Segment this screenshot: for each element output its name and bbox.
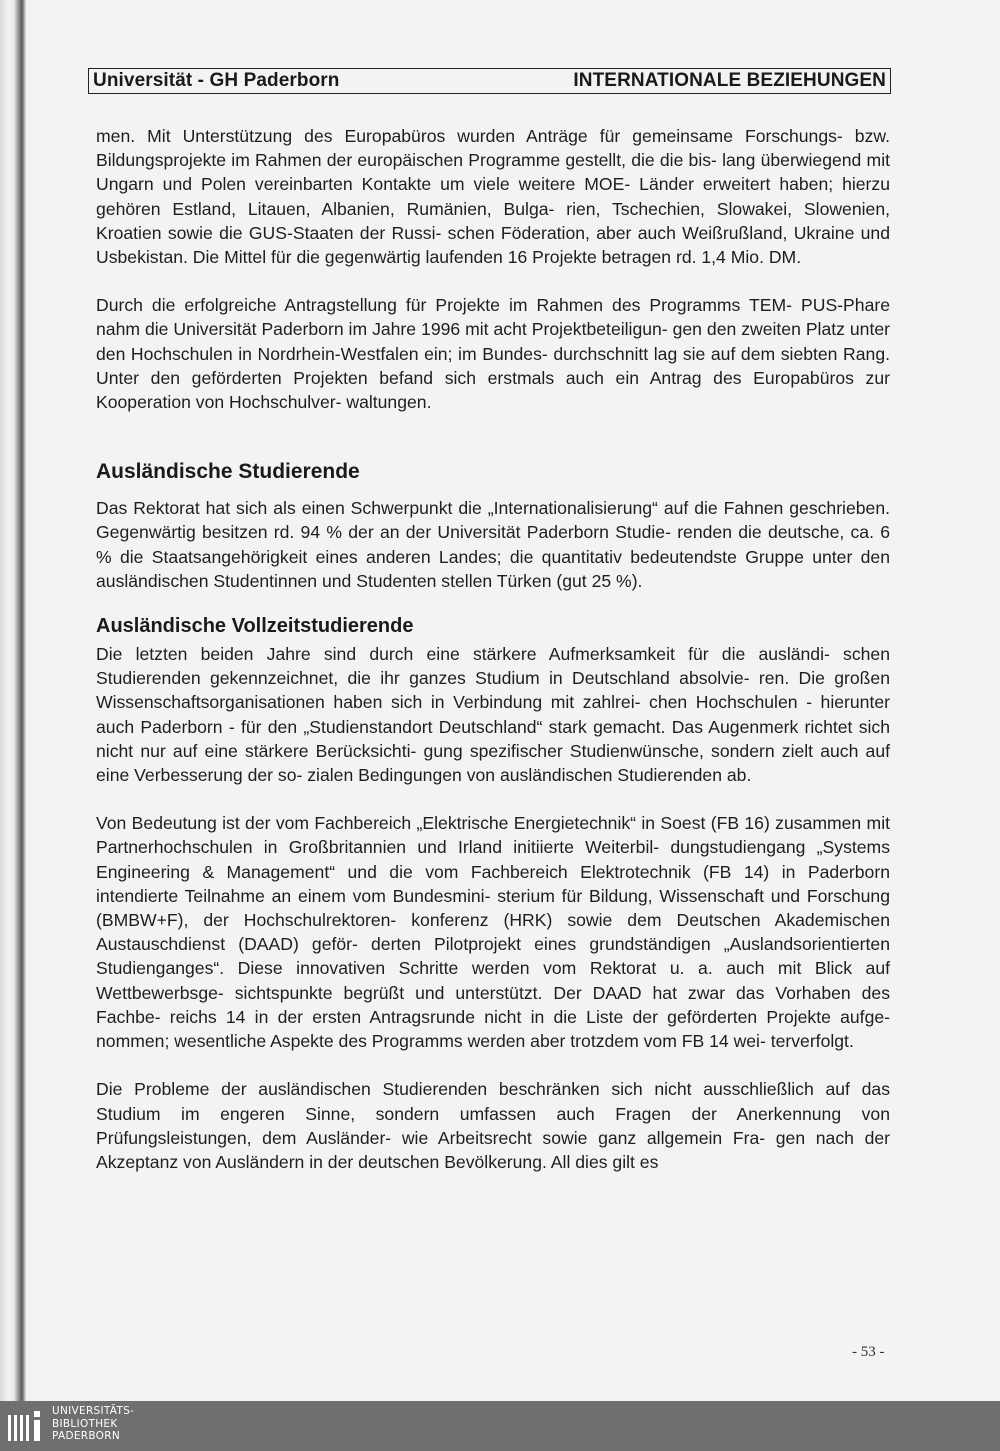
page-number: - 53 - [852,1344,885,1360]
paragraph-europabuero: men. Mit Unterstützung des Europabüros wurden Anträge für gemeinsame Forschungs- bzw. Bildungsprojekte im Rahmen der europäischen Programme gestellt, die die bis- lang überwiegend mit Ungarn und Polen vereinbarten Kontakte um viele weitere MOE- Länder erweitert haben; hierzu gehören Estland, Litauen, Albanien, Rumänien, Bulga- rien, Tschechien, Slowakei, Slowenien, Kroatien sowie die GUS-Staaten der Russi- schen Föderation, aber auch Weißrußland, Ukraine und Usbekistan. Die Mittel für die gegenwärtig laufenden 16 Projekte betragen rd. 1,4 Mio. DM. [96,126,890,268]
heading-vollzeitstudierende: Ausländische Vollzeitstudierende [96,615,414,638]
running-header [88,68,891,94]
paragraph-probleme: Die Probleme der ausländischen Studierenden beschränken sich nicht ausschließlich auf das Studium im engeren Sinne, sondern umfassen auch Fragen der Anerkennung von Prüfungsleistungen, dem Ausländer- wie Arbeitsrecht sowie ganz allgemein Fra- gen nach der Akzeptanz von Ausländern in der deutschen Bevölkerung. All dies gilt es [96,1079,890,1172]
logo-line-2: BIBLIOTHEK [52,1417,118,1430]
paragraph-internationalisierung: Das Rektorat hat sich als einen Schwerpunkt die „Internationalisierung“ auf die Fahnen geschrieben. Gegenwärtig besitzen rd. 94 % der an der Universität Paderborn Studie- renden die deutsche, ca. 6 % die Staatsangehörigkeit eines anderen Landes; die quantitativ bedeutendste Gruppe unter den ausländischen Studentinnen und Studenten stellen Türken (gut 25 %). [96,498,890,591]
library-logo-icon [6,1407,44,1445]
library-footer-bar [0,1401,1000,1451]
logo-line-1: UNIVERSITÄTS- [52,1405,135,1417]
library-logo-text [52,1405,134,1443]
body-text [96,124,890,1174]
logo-line-3: PADERBORN [52,1430,120,1442]
header-section: INTERNATIONALE BEZIEHUNGEN [573,70,886,91]
paragraph-studienstandort: Die letzten beiden Jahre sind durch eine stärkere Aufmerksamkeit für die ausländi- schen Studierenden gekennzeichnet, die ihr ganzes Studium in Deutschland absolvie- ren. Die großen Wissenschaftsorganisationen haben sich in Verbindung mit zahlrei- chen Hochschulen - hierunter auch Paderborn - für den „Studienstandort Deutschland“ stark gemacht. Das Augenmerk richtet sich nicht nur auf eine stärkere Berücksichti- gung spezifischer Studienwünsche, sondern zielt auch auf eine Verbesserung der so- zialen Bedingungen von ausländischen Studierenden ab. [96,644,890,786]
document-page [26,0,1000,1401]
heading-auslaendische-studierende: Ausländische Studierende [96,460,360,484]
paragraph-pilotprojekt: Von Bedeutung ist der vom Fachbereich „Elektrische Energietechnik“ in Soest (FB 16) zusammen mit Partnerhochschulen in Großbritannien und Irland initiierte Weiterbil- dungstudiengang „Systems Engineering & Management“ und die vom Fachbereich Elektrotechnik (FB 14) in Paderborn intendierte Teilnahme an einem vom Bundesmini- sterium für Bildung, Wissenschaft und Forschung (BMBW+F), der Hochschulrektoren- konferenz (HRK) sowie dem Deutschen Akademischen Austauschdienst (DAAD) geför- derten Pilotprojekt eines grundständigen „Auslandsorientierten Studienganges“. Diese innovativen Schritte werden vom Rektorat u. a. auch mit Blick auf Wettbewerbsge- sichtspunkte begrüßt und unterstützt. Der DAAD hat zwar das Vorhaben des Fachbe- reichs 14 in der ersten Antragsrunde nicht in die Liste der geförderten Projekte aufge- nommen; wesentliche Aspekte des Programms werden aber trotzdem vom FB 14 wei- terverfolgt. [96,813,890,1052]
paragraph-tempus: Durch die erfolgreiche Antragstellung für Projekte im Rahmen des Programms TEM- PUS-Phare nahm die Universität Paderborn im Jahre 1996 mit acht Projektbeteiligun- gen den zweiten Platz unter den Hochschulen in Nordrhein-Westfalen ein; im Bundes- durchschnitt lag sie auf dem siebten Rang. Unter den geförderten Projekten befand sich erstmals auch ein Antrag des Europabüros zur Kooperation von Hochschulver- waltungen. [96,295,890,413]
header-institution: Universität - GH Paderborn [93,70,340,91]
scan-gutter [0,0,26,1401]
